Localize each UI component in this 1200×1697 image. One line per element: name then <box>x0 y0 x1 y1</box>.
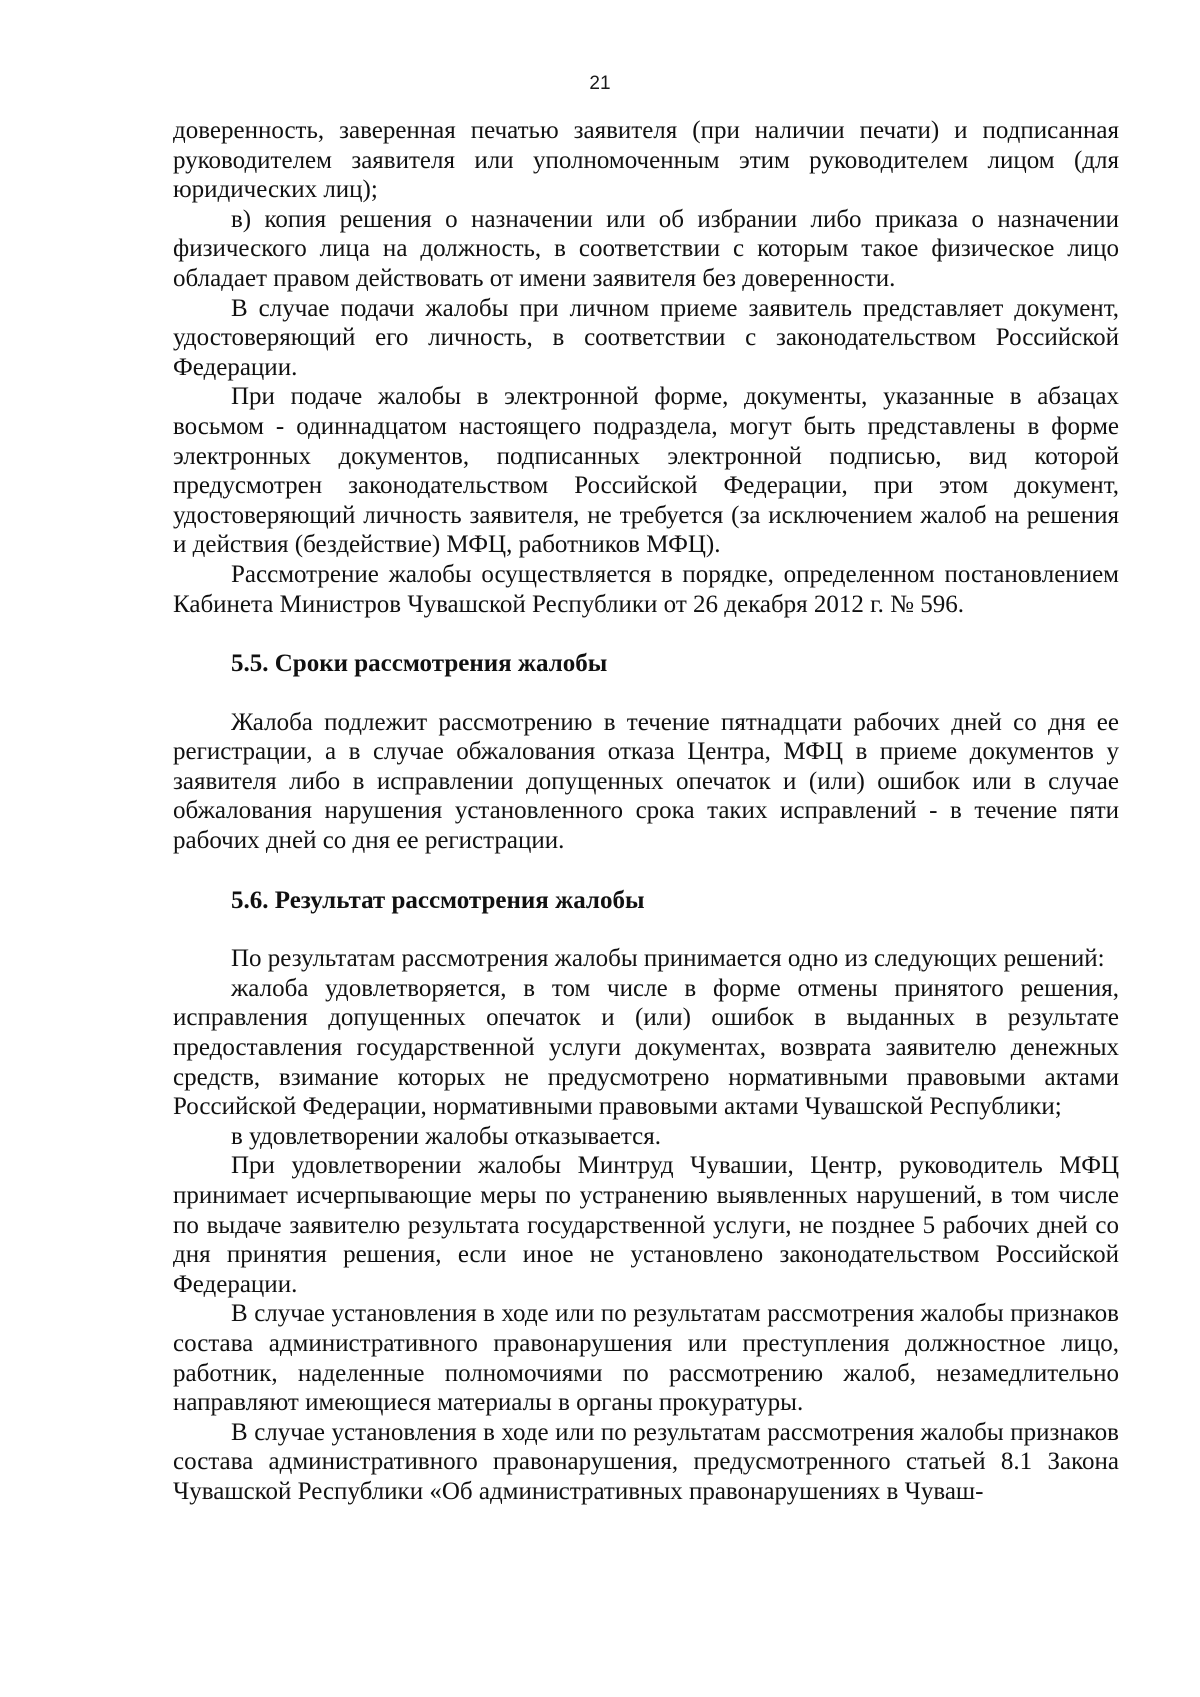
spacer <box>173 619 1119 649</box>
spacer <box>173 679 1119 708</box>
spacer <box>173 856 1119 886</box>
paragraph-power-of-attorney: доверенность, заверенная печатью заявителя (при наличии печати) и подписанная руководителем заявителя или уполномоченным этим руководителем лицом (для юридических лиц); <box>173 117 1119 204</box>
paragraph-review-terms: Жалоба подлежит рассмотрению в течение пятнадцати рабочих дней со дня ее регистрации, а в случае обжалования отказа Центра, МФЦ в приеме документов у заявителя либо в исправлении допущенных опечаток и (или) ошибок или в случае обжалования нарушения установленного срока таких исправлений - в течение пяти рабочих дней со дня ее регистрации. <box>173 708 1119 855</box>
section-heading-5-5: 5.5. Сроки рассмотрения жалобы <box>231 650 608 678</box>
paragraph-complaint-satisfied: жалоба удовлетворяется, в том числе в форме отмены принятого решения, исправления допущенных опечаток и (или) ошибок в выданных в результате предоставления государственной услуги документах, возврата заявителю денежных средств, взимание которых не предусмотрено нормативными правовыми актами Российской Федерации, нормативными правовыми актами Чувашской Республики; <box>173 974 1119 1121</box>
paragraph-personal-reception: В случае подачи жалобы при личном приеме заявитель представляет документ, удостоверяющий его личность, в соответствии с законодательством Российской Федерации. <box>173 294 1119 381</box>
paragraph-administrative-offense: В случае установления в ходе или по результатам рассмотрения жалобы признаков состава административного правонарушения, предусмотренного статьей 8.1 Закона Чувашской Республики «Об административных правонарушениях в Чуваш- <box>173 1418 1119 1505</box>
paragraph-complaint-rejected: в удовлетворении жалобы отказывается. <box>231 1122 661 1150</box>
page-number: 21 <box>589 73 611 94</box>
paragraph-electronic-form: При подаче жалобы в электронной форме, документы, указанные в абзацах восьмом - одиннадцатом настоящего подраздела, могут быть представлены в форме электронных документов, подписанных электронной подписью, вид которой предусмотрен законодательством Российской Федерации, при этом документ, удостоверяющий личность заявителя, не требуется (за исключением жалоб на решения и действия (бездействие) МФЦ, работников МФЦ). <box>173 383 1119 559</box>
paragraph-review-results: По результатам рассмотрения жалобы принимается одно из следующих решений: <box>231 945 1105 973</box>
document-body <box>173 116 1119 1507</box>
spacer <box>173 915 1119 944</box>
paragraph-review-procedure: Рассмотрение жалобы осуществляется в порядке, определенном постановлением Кабинета Министров Чувашской Республики от 26 декабря 2012 г. № 596. <box>173 560 1119 618</box>
paragraph-remedy-measures: При удовлетворении жалобы Минтруд Чувашии, Центр, руководитель МФЦ принимает исчерпывающие меры по устранению выявленных нарушений, в том числе по выдаче заявителю результата государственной услуги, не позднее 5 рабочих дней со дня принятия решения, если иное не установлено законодательством Российской Федерации. <box>173 1152 1119 1298</box>
paragraph-appointment-decision: в) копия решения о назначении или об избрании либо приказа о назначении физического лица на должность, в соответствии с которым такое физическое лицо обладает правом действовать от имени заявителя без доверенности. <box>173 205 1119 292</box>
section-heading-5-6: 5.6. Результат рассмотрения жалобы <box>231 886 645 914</box>
paragraph-prosecution-referral: В случае установления в ходе или по результатам рассмотрения жалобы признаков состава административного правонарушения или преступления должностное лицо, работник, наделенные полномочиями по рассмотрению жалоб, незамедлительно направляют имеющиеся материалы в органы прокуратуры. <box>173 1300 1119 1417</box>
